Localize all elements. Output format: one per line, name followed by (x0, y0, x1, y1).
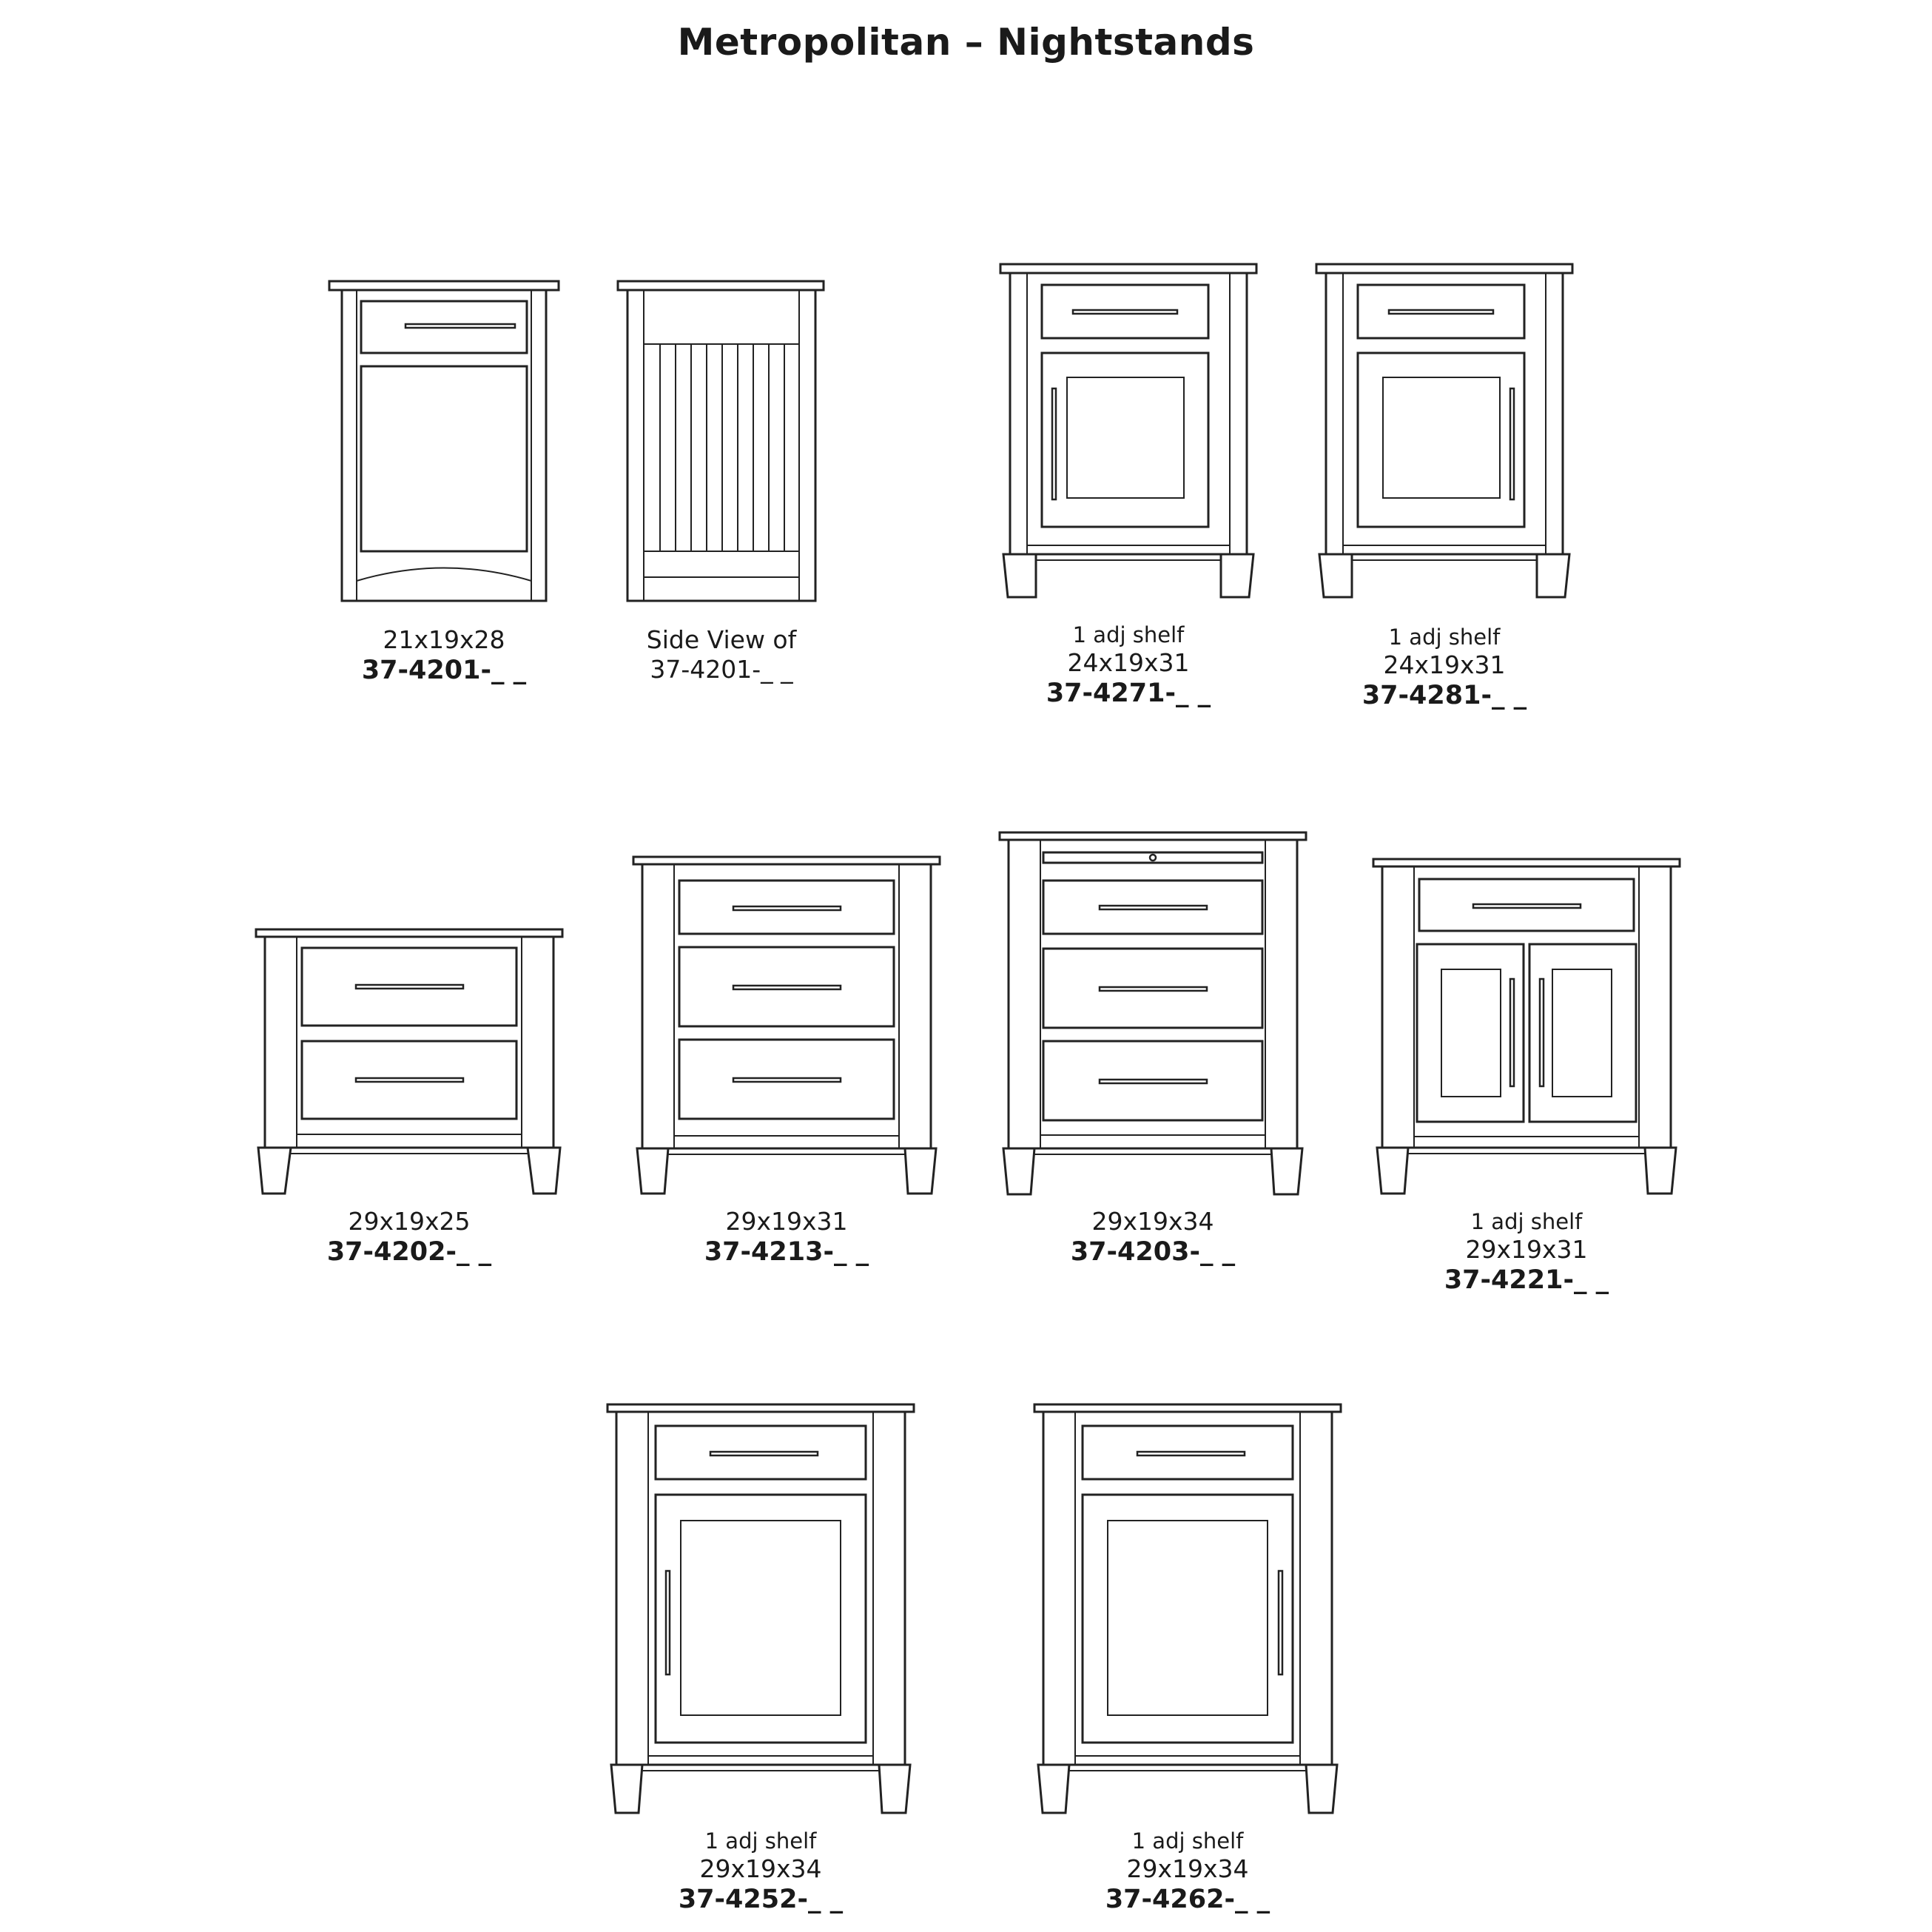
sku-label: 37-4203-_ _ (1070, 1237, 1236, 1267)
nightstand-drawing (631, 855, 942, 1195)
nightstand-side-view (614, 277, 829, 692)
shelf-note: 1 adj shelf (1388, 625, 1501, 650)
nightstand-drawing (605, 1402, 916, 1817)
sku-label: 37-4202-_ _ (326, 1237, 492, 1267)
nightstand-37-4271 (999, 263, 1258, 721)
nightstand-drawing (999, 263, 1258, 603)
shelf-note: 1 adj shelf (704, 1828, 817, 1854)
shelf-note: 1 adj shelf (1131, 1828, 1244, 1854)
sku-label: 37-4201-_ _ (361, 656, 527, 685)
sku-label: 37-4271-_ _ (1046, 679, 1211, 708)
dimensions-label: 29x19x34 (1091, 1207, 1214, 1236)
dimensions-label: Side View of (646, 625, 797, 654)
nightstand-37-4221 (1371, 857, 1682, 1308)
nightstand-37-4213 (631, 855, 942, 1284)
nightstand-drawing (1315, 263, 1574, 603)
dimensions-label: 29x19x34 (699, 1854, 822, 1883)
nightstand-drawing (1032, 1402, 1343, 1817)
shelf-note: 1 adj shelf (1470, 1209, 1583, 1234)
nightstand-drawing (254, 927, 565, 1201)
nightstand-drawing (326, 277, 562, 618)
dimensions-label: 29x19x34 (1126, 1854, 1249, 1883)
nightstand-37-4281 (1315, 263, 1574, 721)
nightstand-37-4202 (254, 927, 565, 1282)
sku-label: 37-4213-_ _ (704, 1237, 869, 1267)
nightstand-37-4201 (326, 277, 562, 692)
dimensions-label: 29x19x31 (1465, 1235, 1588, 1264)
sku-label: 37-4252-_ _ (678, 1885, 844, 1914)
nightstand-37-4252 (605, 1402, 916, 1920)
dimensions-label: 24x19x31 (1383, 650, 1506, 679)
nightstand-drawing (1371, 857, 1682, 1197)
sku-label: 37-4281-_ _ (1362, 681, 1527, 710)
nightstand-37-4203 (997, 830, 1308, 1285)
dimensions-label: 24x19x31 (1067, 648, 1190, 677)
dimensions-label: 21x19x28 (383, 625, 505, 654)
nightstand-drawing (997, 830, 1308, 1200)
nightstand-37-4262 (1032, 1402, 1343, 1920)
dimensions-label: 29x19x31 (725, 1207, 848, 1236)
shelf-note: 1 adj shelf (1072, 622, 1185, 647)
side-view-drawing (614, 277, 829, 618)
sku-label: 37-4201-_ _ (650, 655, 793, 684)
page-title: Metropolitan – Nightstands (677, 21, 1255, 64)
dimensions-label: 29x19x25 (348, 1207, 471, 1236)
sku-label: 37-4221-_ _ (1444, 1265, 1609, 1295)
sku-label: 37-4262-_ _ (1105, 1885, 1270, 1914)
